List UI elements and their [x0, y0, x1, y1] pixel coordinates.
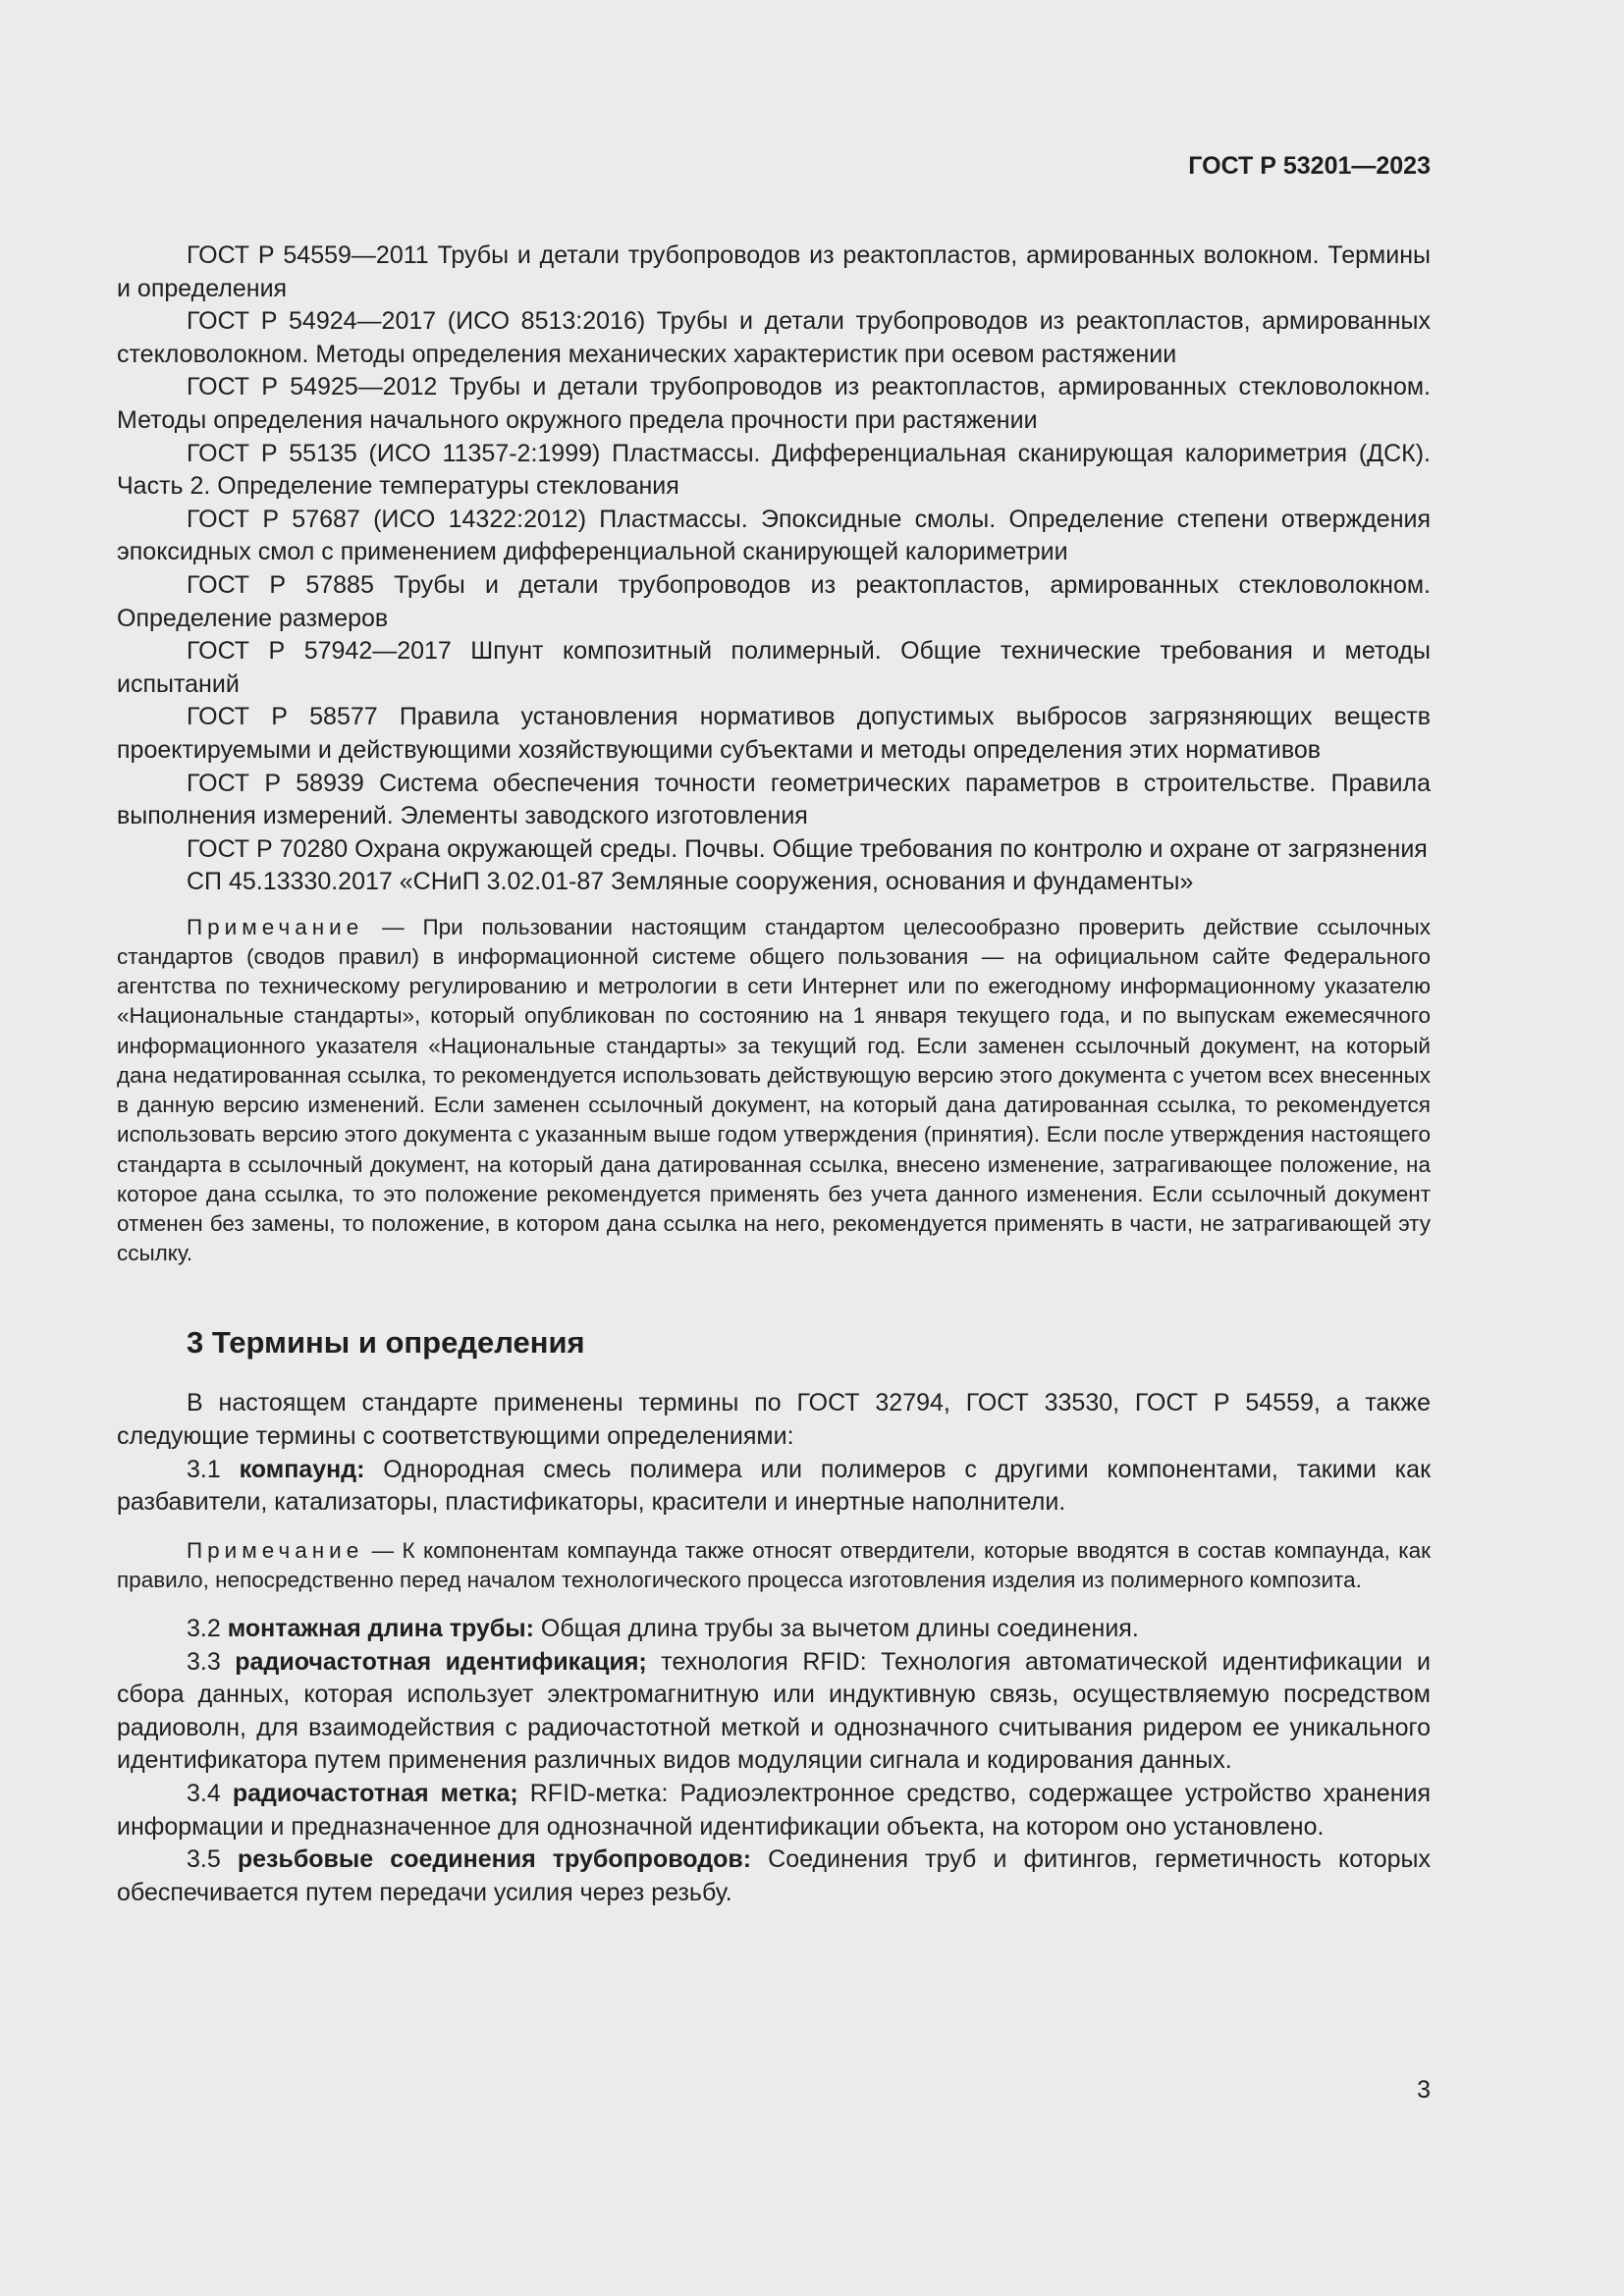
term-note: [117, 1536, 1431, 1595]
reference-item: ГОСТ Р 55135 (ИСО 11357-2:1999) Пластмассы. Дифференциальная сканирующая калориметрия (ДСК). Часть 2. Определение температуры стеклования: [117, 439, 1431, 501]
term-number: 3.1: [187, 1455, 240, 1483]
reference-item: ГОСТ Р 58577 Правила установления нормативов допустимых выбросов загрязняющих веществ проектируемыми и действующими хозяйствующими субъектами и методы определения этих нормативов: [117, 703, 1431, 764]
term-3-2: [117, 1613, 1431, 1646]
reference-item: ГОСТ Р 54559—2011 Трубы и детали трубопроводов из реактопластов, армированных волокном. Термины и определения: [117, 241, 1431, 302]
term-definition: RFID-метка: Радиоэлектронное средство, содержащее устройство хранения информации и предназначенное для однозначной идентификации объекта, на котором оно установлено.: [117, 1780, 1432, 1841]
reference-item: СП 45.13330.2017 «СНиП 3.02.01-87 Земляные сооружения, основания и фундаменты»: [187, 868, 1194, 896]
reference-item: ГОСТ Р 57942—2017 Шпунт композитный полимерный. Общие технические требования и методы испытаний: [117, 637, 1431, 698]
note-label: Примечание: [187, 914, 364, 939]
term-definition: технология RFID: Технология автоматической идентификации и сбора данных, которая использует электромагнитную или индуктивную связь, осуществляемую посредством радиоволн, для взаимодействия с радиочастотной меткой и однозначного считывания ридером ее уникального идентификатора путем применения различных видов модуляции сигнала и кодирования данных.: [117, 1647, 1432, 1775]
term-definition: Однородная смесь полимера или полимеров с другими компонентами, такими как разбавители, катализаторы, пластификаторы, красители и инертные наполнители.: [117, 1455, 1432, 1517]
term-3-5: [117, 1843, 1431, 1909]
term-number: 3.3: [187, 1647, 236, 1676]
note-text: — К компонентам компаунда также относят отвердители, которые вводятся в состав компаунда, как правило, непосредственно перед началом технологического процесса изготовления изделия из полимерного композита.: [117, 1537, 1431, 1592]
term-number: 3.4: [187, 1780, 233, 1808]
section-title: 3 Термины и определения: [187, 1325, 585, 1361]
term-name: компаунд:: [239, 1455, 365, 1483]
term-number: 3.2: [187, 1615, 228, 1643]
normative-references-list: [117, 240, 1431, 899]
reference-item: ГОСТ Р 58939 Система обеспечения точности геометрических параметров в строительстве. Правила выполнения измерений. Элементы заводского изготовления: [117, 769, 1431, 830]
term-3-1: [117, 1454, 1431, 1520]
reference-item: ГОСТ Р 57687 (ИСО 14322:2012) Пластмассы. Эпоксидные смолы. Определение степени отверждения эпоксидных смол с применением дифференциальной сканирующей калориметрии: [117, 505, 1431, 566]
document-header: ГОСТ Р 53201—2023: [1188, 152, 1431, 180]
term-name: радиочастотная метка;: [232, 1780, 518, 1808]
note-text: — При пользовании настоящим стандартом целесообразно проверить действие ссылочных стандартов (сводов правил) в информационной системе общего пользования — на официальном сайте Федерального агентства по техническому регулированию и метрологии в сети Интернет или по ежегодному информационному указателю «Национальные стандарты», который опубликован по состоянию на 1 января текущего года, и по выпускам ежемесячного информационного указателя «Национальные стандарты» за текущий год. Если заменен ссылочный документ, на который дана недатированная ссылка, то рекомендуется использовать действующую версию этого документа с учетом всех внесенных в данную версию изменений. Если заменен ссылочный документ, на который дана датированная ссылка, то рекомендуется использовать версию этого документа с указанным выше годом утверждения (принятия). Если после утверждения настоящего стандарта в ссылочный документ, на который дана датированная ссылка, внесено изменение, затрагивающее положение, на которое дана ссылка, то это положение рекомендуется применять без учета данного изменения. Если ссылочный документ отменен без замены, то положение, в котором дана ссылка на него, рекомендуется применять в части, не затрагивающей эту ссылку.: [117, 914, 1431, 1266]
reference-item: ГОСТ Р 54924—2017 (ИСО 8513:2016) Трубы и детали трубопроводов из реактопластов, армированных стекловолокном. Методы определения механических характеристик при осевом растяжении: [117, 307, 1431, 368]
reference-item: ГОСТ Р 57885 Трубы и детали трубопроводов из реактопластов, армированных стекловолокном. Определение размеров: [117, 570, 1431, 632]
term-3-4: [117, 1778, 1431, 1843]
term-number: 3.5: [187, 1845, 238, 1874]
term-name: радиочастотная идентификация;: [235, 1647, 647, 1676]
references-note: [117, 913, 1431, 1268]
term-3-3: [117, 1646, 1431, 1778]
term-name: резьбовые соединения трубопроводов:: [237, 1845, 752, 1874]
term-definition: Общая длина трубы за вычетом длины соединения.: [533, 1615, 1139, 1643]
section-intro: В настоящем стандарте применены термины по ГОСТ 32794, ГОСТ 33530, ГОСТ Р 54559, а также следующие термины с соответствующими определениями:: [117, 1389, 1431, 1450]
reference-item: ГОСТ Р 54925—2012 Трубы и детали трубопроводов из реактопластов, армированных стекловолокном. Методы определения начального окружного предела прочности при растяжении: [117, 373, 1431, 434]
term-definition: Соединения труб и фитингов, герметичность которых обеспечивается путем передачи усилия через резьбу.: [117, 1845, 1431, 1906]
term-name: монтажная длина трубы:: [227, 1615, 534, 1643]
note-label: Примечание: [187, 1537, 364, 1563]
page-number: 3: [1417, 2076, 1431, 2104]
reference-item: ГОСТ Р 70280 Охрана окружающей среды. Почвы. Общие требования по контролю и охране от загрязнения: [187, 834, 1428, 863]
